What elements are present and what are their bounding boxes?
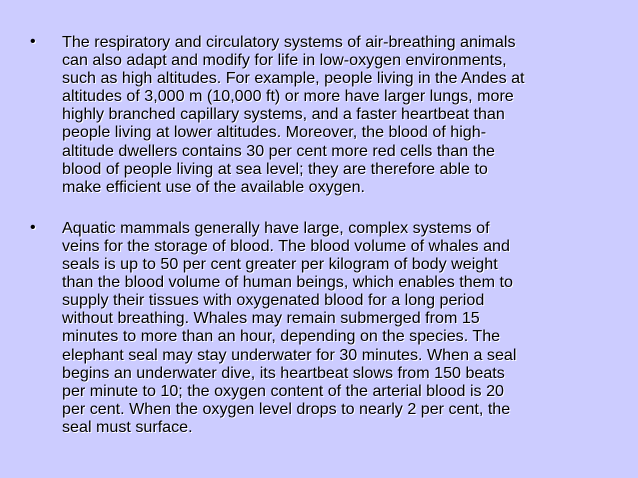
bullet-text: Aquatic mammals generally have large, complex systems of veins for the storage of blood. The blood volume of whales and seals is up to 50 per cent greater per kilogram of body weight than the blood volume of human beings, which enables them to supply their tissues with oxygenated blood for a long period without breathing. Whales may remain submerged from 15 minutes to more than an hour, depending on the species. The elephant seal may stay underwater for 30 minutes. When a seal begins an underwater dive, its heartbeat slows from 150 beats per minute to 10; the oxygen content of the arterial blood is 20 per cent. When the oxygen level drops to nearly 2 per cent, the seal must surface. (62, 218, 517, 436)
bullet-dot-icon: • (30, 218, 36, 236)
bullet-dot-icon: • (30, 33, 36, 50)
bullet-text: The respiratory and circulatory systems of air-breathing animals can also adapt and modify for life in low-oxygen environments, such as high altitudes. For example, people living in the Andes at altitudes of 3,000 m (10,000 ft) or more have larger lungs, more highly branched capillary systems, and a faster heartbeat than people living at lower altitudes. Moreover, the blood of high- altitude dwellers contains 30 per cent more red cells than the blood of people living at sea level; they are therefore able to make efficient use of the available oxygen. (62, 33, 525, 196)
bullet-item-aquatic-mammals (30, 219, 610, 436)
bullet-list (30, 33, 610, 436)
bullet-item-respiratory-adaptation (30, 33, 610, 196)
